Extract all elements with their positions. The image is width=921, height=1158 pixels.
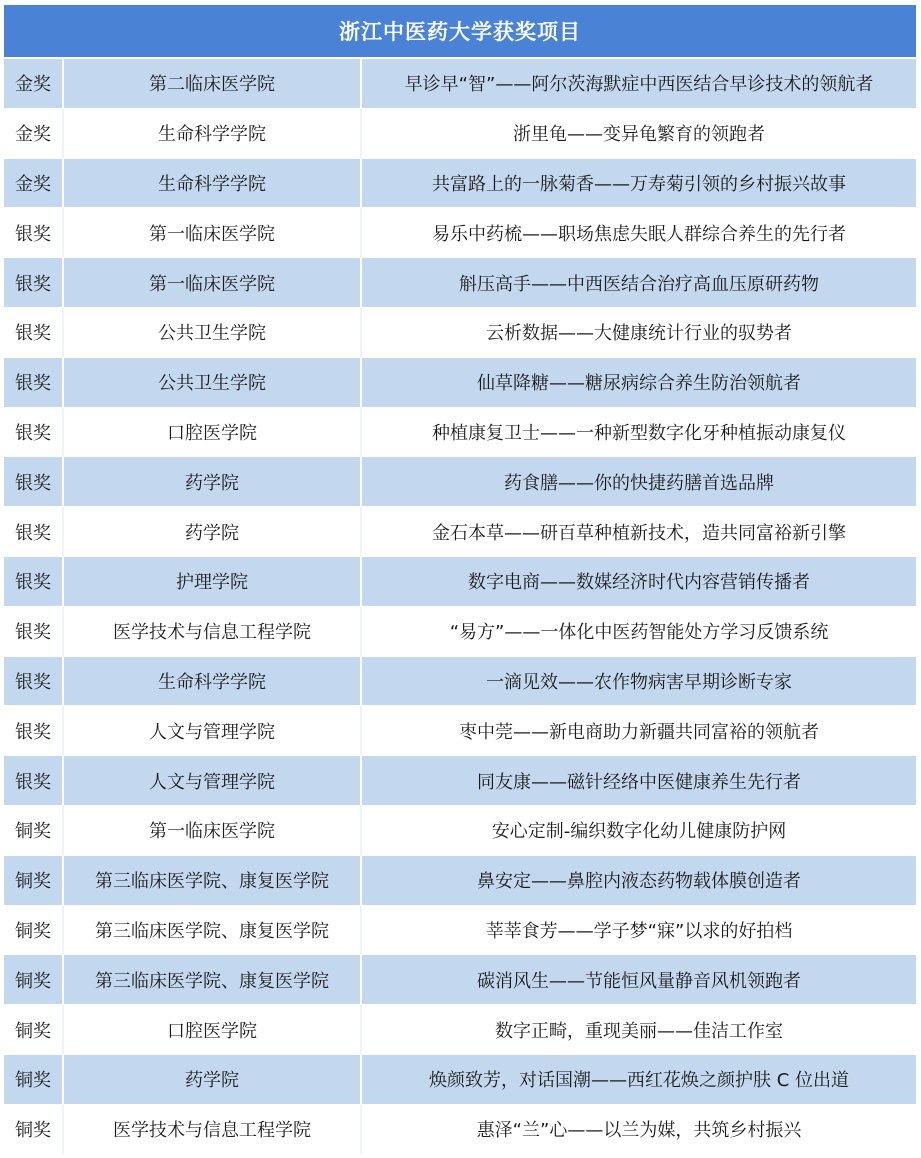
college-cell: 生命科学学院 [62, 159, 360, 209]
award-cell: 银奖 [4, 358, 62, 408]
table-row [4, 756, 916, 806]
award-cell: 银奖 [4, 607, 62, 657]
college-cell: 药学院 [62, 1055, 360, 1105]
table-row [4, 208, 916, 258]
award-cell: 金奖 [4, 159, 62, 209]
college-cell: 第一临床医学院 [62, 258, 360, 308]
award-cell: 银奖 [4, 706, 62, 756]
project-cell: 枣中莞——新电商助力新疆共同富裕的领航者 [360, 706, 916, 756]
college-cell: 口腔医学院 [62, 1005, 360, 1055]
table-row [4, 408, 916, 458]
table-row [4, 358, 916, 408]
table-row [4, 1055, 916, 1105]
college-cell: 口腔医学院 [62, 408, 360, 458]
college-cell: 人文与管理学院 [62, 706, 360, 756]
award-cell: 银奖 [4, 507, 62, 557]
college-cell: 公共卫生学院 [62, 308, 360, 358]
award-cell: 银奖 [4, 308, 62, 358]
award-cell: 银奖 [4, 657, 62, 707]
table-row [4, 607, 916, 657]
college-cell: 药学院 [62, 457, 360, 507]
award-table [4, 5, 916, 1155]
project-cell: 金石本草——研百草种植新技术，造共同富裕新引擎 [360, 507, 916, 557]
table-row [4, 159, 916, 209]
project-cell: 数字正畸，重现美丽——佳洁工作室 [360, 1005, 916, 1055]
award-cell: 银奖 [4, 208, 62, 258]
project-cell: 仙草降糖——糖尿病综合养生防治领航者 [360, 358, 916, 408]
college-cell: 生命科学学院 [62, 109, 360, 159]
project-cell: 同友康——磁针经络中医健康养生先行者 [360, 756, 916, 806]
table-row [4, 59, 916, 109]
project-cell: 数字电商——数媒经济时代内容营销传播者 [360, 557, 916, 607]
award-cell: 银奖 [4, 408, 62, 458]
award-cell: 铜奖 [4, 955, 62, 1005]
college-cell: 人文与管理学院 [62, 756, 360, 806]
table-row [4, 258, 916, 308]
award-cell: 铜奖 [4, 806, 62, 856]
table-row [4, 1005, 916, 1055]
project-cell: 浙里龟——变异龟繁育的领跑者 [360, 109, 916, 159]
award-cell: 铜奖 [4, 906, 62, 956]
table-row [4, 657, 916, 707]
college-cell: 护理学院 [62, 557, 360, 607]
award-cell: 铜奖 [4, 1005, 62, 1055]
table-title-row [4, 5, 916, 59]
award-cell: 银奖 [4, 756, 62, 806]
college-cell: 第三临床医学院、康复医学院 [62, 856, 360, 906]
college-cell: 医学技术与信息工程学院 [62, 1105, 360, 1155]
project-cell: 莘莘食芳——学子梦“寐”以求的好拍档 [360, 906, 916, 956]
table-row [4, 109, 916, 159]
table-row [4, 856, 916, 906]
table-row [4, 1105, 916, 1155]
project-cell: 惠泽“兰”心——以兰为媒，共筑乡村振兴 [360, 1105, 916, 1155]
award-cell: 铜奖 [4, 1105, 62, 1155]
award-cell: 铜奖 [4, 1055, 62, 1105]
table-row [4, 955, 916, 1005]
table-title: 浙江中医药大学获奖项目 [4, 5, 916, 59]
project-cell: “易方”——一体化中医药智能处方学习反馈系统 [360, 607, 916, 657]
table-row [4, 308, 916, 358]
college-cell: 生命科学学院 [62, 657, 360, 707]
award-cell: 金奖 [4, 109, 62, 159]
project-cell: 共富路上的一脉菊香——万寿菊引领的乡村振兴故事 [360, 159, 916, 209]
table-row [4, 706, 916, 756]
award-cell: 铜奖 [4, 856, 62, 906]
project-cell: 鼻安定——鼻腔内液态药物载体膜创造者 [360, 856, 916, 906]
project-cell: 安心定制-编织数字化幼儿健康防护网 [360, 806, 916, 856]
award-cell: 银奖 [4, 258, 62, 308]
award-cell: 银奖 [4, 457, 62, 507]
award-cell: 金奖 [4, 59, 62, 109]
college-cell: 第三临床医学院、康复医学院 [62, 955, 360, 1005]
project-cell: 一滴见效——农作物病害早期诊断专家 [360, 657, 916, 707]
table-row [4, 507, 916, 557]
project-cell: 斛压高手——中西医结合治疗高血压原研药物 [360, 258, 916, 308]
project-cell: 药食膳——你的快捷药膳首选品牌 [360, 457, 916, 507]
project-cell: 云析数据——大健康统计行业的驭势者 [360, 308, 916, 358]
award-cell: 银奖 [4, 557, 62, 607]
project-cell: 易乐中药梳——职场焦虑失眠人群综合养生的先行者 [360, 208, 916, 258]
college-cell: 第三临床医学院、康复医学院 [62, 906, 360, 956]
project-cell: 早诊早“智”——阿尔茨海默症中西医结合早诊技术的领航者 [360, 59, 916, 109]
college-cell: 第一临床医学院 [62, 806, 360, 856]
college-cell: 药学院 [62, 507, 360, 557]
table-row [4, 806, 916, 856]
table-row [4, 457, 916, 507]
project-cell: 种植康复卫士——一种新型数字化牙种植振动康复仪 [360, 408, 916, 458]
project-cell: 焕颜致芳，对话国潮——西红花焕之颜护肤 C 位出道 [360, 1055, 916, 1105]
college-cell: 第二临床医学院 [62, 59, 360, 109]
table-row [4, 557, 916, 607]
table-body [4, 59, 916, 1155]
college-cell: 公共卫生学院 [62, 358, 360, 408]
college-cell: 医学技术与信息工程学院 [62, 607, 360, 657]
table-row [4, 906, 916, 956]
college-cell: 第一临床医学院 [62, 208, 360, 258]
project-cell: 碳消风生——节能恒风量静音风机领跑者 [360, 955, 916, 1005]
